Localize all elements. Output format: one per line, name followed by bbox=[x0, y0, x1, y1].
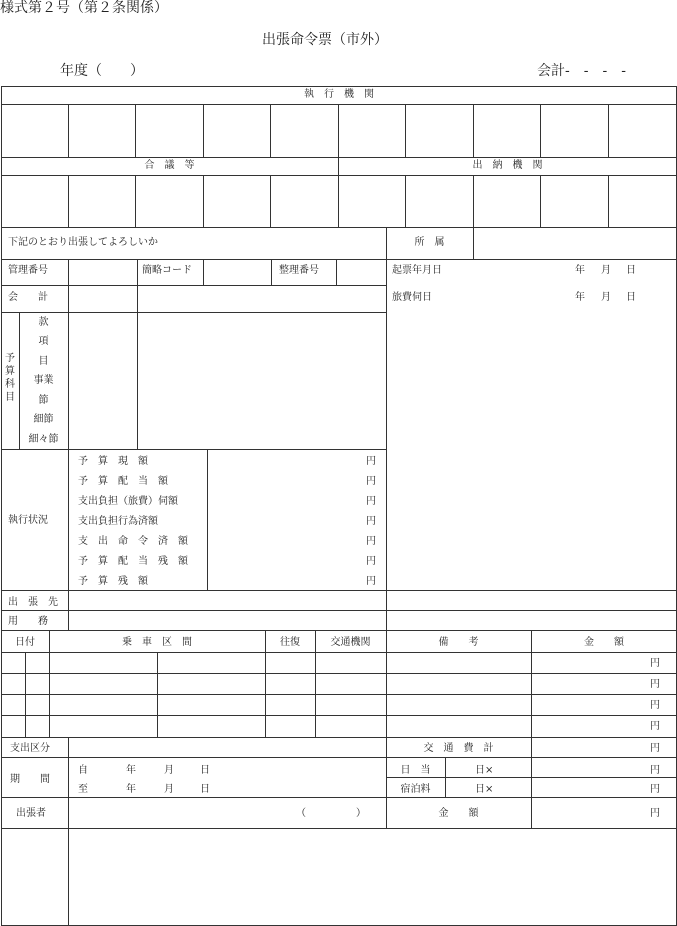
traveler-label: 出張者 bbox=[16, 808, 46, 819]
management-no-label: 管理番号 bbox=[8, 265, 48, 276]
itinerary-header-cell: 交通機関 bbox=[330, 637, 371, 648]
execution-row: 支出負担行為済額 bbox=[78, 516, 158, 527]
transport-total-label: 交 通 費 計 bbox=[423, 743, 494, 754]
budget-item: 細節 bbox=[33, 414, 54, 425]
total-amount-label: 金 額 bbox=[438, 808, 479, 819]
execution-row: 予 算 配 当 残 額 bbox=[78, 556, 188, 567]
lodging-days: 日× bbox=[475, 784, 494, 795]
period-label: 期 間 bbox=[10, 774, 50, 785]
lodging-label: 宿泊料 bbox=[400, 784, 431, 795]
period-from-month: 月 bbox=[164, 765, 174, 776]
itinerary-header-cell: 備 考 bbox=[438, 637, 479, 648]
itinerary-header-cell: 金 額 bbox=[584, 637, 624, 648]
inquiry-date-month: 月 bbox=[601, 292, 611, 303]
execution-unit: 円 bbox=[366, 476, 376, 487]
itinerary-unit: 円 bbox=[650, 658, 660, 669]
daily-allowance-unit: 円 bbox=[650, 765, 660, 776]
short-code-label: 簡略コード bbox=[142, 265, 192, 276]
execution-status-label: 執行状況 bbox=[8, 515, 48, 526]
inquiry-date-day: 日 bbox=[626, 292, 636, 303]
execution-row: 予 算 現 額 bbox=[78, 456, 148, 467]
period-from: 自 bbox=[78, 765, 88, 776]
lodging-unit: 円 bbox=[650, 784, 660, 795]
execution-row: 支出負担（旅費）伺額 bbox=[78, 496, 178, 507]
execution-row: 予 算 配 当 額 bbox=[78, 476, 168, 487]
draft-date-year: 年 bbox=[575, 265, 585, 276]
request-text: 下記のとおり出張してよろしいか bbox=[8, 237, 158, 248]
daily-allowance-days: 日× bbox=[475, 765, 494, 776]
budget-item: 項 bbox=[38, 336, 49, 347]
period-from-year: 年 bbox=[126, 765, 136, 776]
cashier-agency-heading: 出 納 機 関 bbox=[472, 160, 543, 171]
arrangement-no-label: 整理番号 bbox=[279, 265, 319, 276]
execution-agency-heading: 執 行 機 関 bbox=[304, 89, 374, 100]
itinerary-unit: 円 bbox=[650, 700, 660, 711]
itinerary-header-cell: 往復 bbox=[280, 637, 300, 648]
inquiry-date-year: 年 bbox=[575, 292, 585, 303]
daily-allowance-label: 日 当 bbox=[400, 765, 431, 776]
itinerary-header-cell: 乗 車 区 間 bbox=[122, 637, 192, 648]
period-to: 至 bbox=[78, 784, 88, 795]
budget-subject-label: 予算科目 bbox=[5, 353, 15, 403]
budget-item: 款 bbox=[38, 317, 49, 328]
execution-unit: 円 bbox=[366, 536, 376, 547]
execution-unit: 円 bbox=[366, 496, 376, 507]
itinerary-unit: 円 bbox=[650, 679, 660, 690]
total-amount-unit: 円 bbox=[650, 808, 660, 819]
period-from-day: 日 bbox=[200, 765, 210, 776]
account-label: 会 計 bbox=[8, 292, 48, 303]
draft-date-label: 起票年月日 bbox=[392, 265, 442, 276]
period-to-day: 日 bbox=[200, 784, 210, 795]
budget-item: 事業 bbox=[33, 375, 54, 386]
draft-date-day: 日 bbox=[626, 265, 636, 276]
period-to-year: 年 bbox=[126, 784, 136, 795]
execution-unit: 円 bbox=[366, 456, 376, 467]
payment-category-label: 支出区分 bbox=[10, 743, 50, 754]
execution-unit: 円 bbox=[366, 556, 376, 567]
execution-row: 支 出 命 令 済 額 bbox=[78, 536, 188, 547]
execution-unit: 円 bbox=[366, 576, 376, 587]
destination-label: 出 張 先 bbox=[8, 597, 58, 608]
transport-total-unit: 円 bbox=[650, 743, 660, 754]
draft-date-month: 月 bbox=[601, 265, 611, 276]
consultation-heading: 合 議 等 bbox=[144, 160, 195, 171]
travel-inquiry-date-label: 旅費伺日 bbox=[392, 292, 432, 303]
budget-item: 目 bbox=[38, 356, 49, 367]
execution-row: 予 算 残 額 bbox=[78, 576, 148, 587]
form-number: 様式第２号（第２条関係） bbox=[0, 0, 168, 16]
itinerary-unit: 円 bbox=[650, 721, 660, 732]
business-label: 用 務 bbox=[8, 616, 48, 627]
period-to-month: 月 bbox=[164, 784, 174, 795]
fiscal-year: 年度（ ） bbox=[60, 63, 144, 79]
form-title: 出張命令票（市外） bbox=[262, 32, 388, 48]
account-code: 会計- - - - bbox=[537, 63, 626, 79]
budget-item: 節 bbox=[38, 395, 49, 406]
affiliation-label: 所 属 bbox=[414, 237, 445, 248]
itinerary-header-cell: 日付 bbox=[15, 637, 35, 648]
traveler-parens: （ ） bbox=[296, 808, 366, 819]
budget-item: 細々節 bbox=[28, 434, 59, 445]
execution-unit: 円 bbox=[366, 516, 376, 527]
